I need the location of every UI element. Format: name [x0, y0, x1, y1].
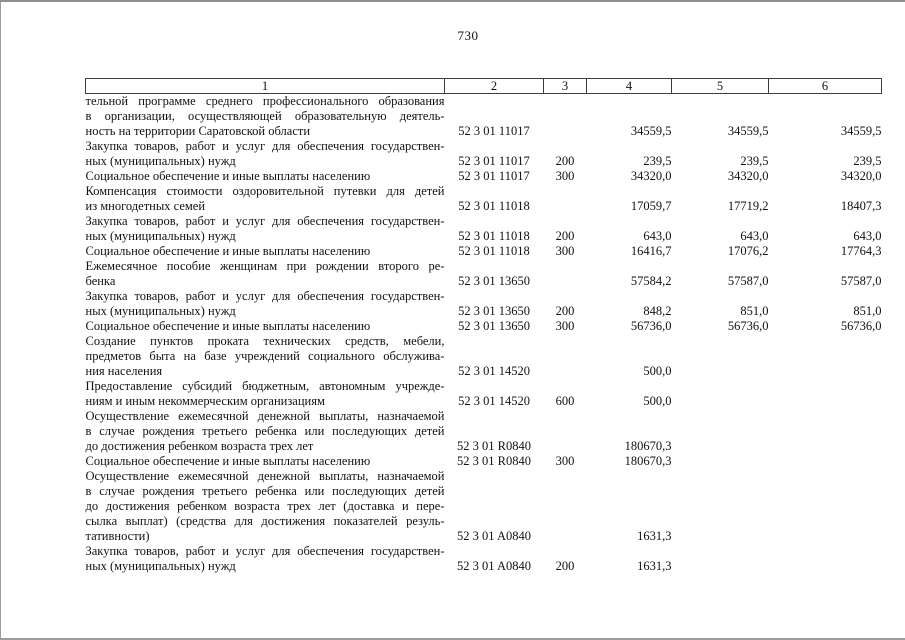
column-header-6: 6	[769, 79, 882, 94]
page-number: 730	[457, 28, 479, 43]
description-cell	[86, 184, 445, 214]
expense-type-cell	[544, 334, 587, 379]
amount-year1-cell: 56736,0	[630, 319, 672, 333]
table-row	[86, 139, 882, 169]
expense-type-cell: 200	[555, 154, 575, 168]
code-cell: 52 3 01 13650	[458, 319, 530, 333]
amount-year1-cell: 16416,7	[630, 244, 672, 258]
code-cell: 52 3 01 A0840	[457, 529, 531, 543]
amount-year3-cell: 17764,3	[840, 244, 882, 258]
column-header-3: 3	[544, 79, 587, 94]
description-line: ных (муниципальных) нужд	[85, 154, 236, 168]
description-line: Социальное обеспечение и иные выплаты населению	[85, 319, 371, 333]
amount-year2-cell: 239,5	[740, 154, 769, 168]
description-line: Закупка товаров, работ и услуг для обеспечения государствен-	[85, 214, 445, 228]
description-cell	[86, 334, 445, 379]
amount-year2-cell	[672, 409, 769, 454]
description-line: бенка	[85, 274, 116, 288]
expense-type-cell: 200	[555, 229, 575, 243]
description-line: Создание пунктов проката технических средств, мебели,	[85, 334, 445, 348]
description-line: в организации, осуществляющей образовательную деятель-	[85, 109, 445, 123]
code-cell: 52 3 01 14520	[458, 364, 530, 378]
expense-type-cell	[544, 469, 587, 544]
description-line: ниям и иным некоммерческим организациям	[85, 394, 325, 408]
description-line: ных (муниципальных) нужд	[85, 304, 236, 318]
table-row	[86, 319, 882, 334]
amount-year2-cell	[672, 544, 769, 574]
expense-type-cell: 600	[555, 394, 575, 408]
amount-year1-cell: 180670,3	[624, 454, 672, 468]
description-cell	[86, 319, 445, 334]
code-cell: 52 3 01 11018	[458, 199, 530, 213]
description-cell	[86, 409, 445, 454]
amount-year1-cell: 34559,5	[630, 124, 672, 138]
description-line: в случае рождения третьего ребенка или последующих детей	[85, 484, 445, 498]
description-line: Ежемесячное пособие женщинам при рождении второго ре-	[85, 259, 445, 273]
table-row	[86, 214, 882, 244]
amount-year1-cell: 1631,3	[637, 559, 672, 573]
table-row	[86, 244, 882, 259]
description-line: Осуществление ежемесячной денежной выплаты, назначаемой	[85, 409, 445, 423]
table-row	[86, 409, 882, 454]
amount-year2-cell: 851,0	[740, 304, 769, 318]
description-cell	[86, 469, 445, 544]
table-row	[86, 454, 882, 469]
amount-year1-cell: 239,5	[643, 154, 672, 168]
amount-year3-cell	[769, 544, 882, 574]
description-line: из многодетных семей	[85, 199, 206, 213]
amount-year2-cell: 17719,2	[727, 199, 769, 213]
amount-year1-cell: 180670,3	[624, 439, 672, 453]
amount-year3-cell: 57587,0	[840, 274, 882, 288]
description-cell	[86, 544, 445, 574]
amount-year1-cell: 500,0	[643, 364, 672, 378]
amount-year1-cell: 34320,0	[630, 169, 672, 183]
description-line: до достижения ребенком возраста трех лет (доставка и пере-	[85, 499, 445, 513]
description-line: предметов быта на базе учреждений социального обслужива-	[85, 349, 445, 363]
code-cell: 52 3 01 11018	[458, 244, 530, 258]
description-line: ность на территории Саратовской области	[85, 124, 311, 138]
code-cell: 52 3 01 13650	[458, 274, 530, 288]
amount-year2-cell: 34559,5	[727, 124, 769, 138]
description-line: Осуществление ежемесячной денежной выплаты, назначаемой	[85, 469, 445, 483]
description-line: Закупка товаров, работ и услуг для обеспечения государствен-	[85, 139, 445, 153]
description-cell	[86, 169, 445, 184]
table-row	[86, 469, 882, 544]
code-cell: 52 3 01 R0840	[457, 454, 531, 468]
expense-type-cell: 200	[555, 304, 575, 318]
description-cell	[86, 379, 445, 409]
budget-table	[85, 78, 882, 574]
table-row	[86, 289, 882, 319]
table-row	[86, 334, 882, 379]
amount-year3-cell	[769, 409, 882, 454]
description-line: Предоставление субсидий бюджетным, автономным учрежде-	[85, 379, 445, 393]
amount-year3-cell: 851,0	[853, 304, 882, 318]
table-row	[86, 544, 882, 574]
description-cell	[86, 214, 445, 244]
amount-year3-cell: 56736,0	[840, 319, 882, 333]
amount-year2-cell: 57587,0	[727, 274, 769, 288]
description-cell	[86, 289, 445, 319]
description-cell	[86, 454, 445, 469]
description-line: тельной программе среднего профессионального образования	[85, 94, 445, 108]
amount-year2-cell: 56736,0	[727, 319, 769, 333]
amount-year1-cell: 17059,7	[630, 199, 672, 213]
amount-year1-cell: 848,2	[643, 304, 672, 318]
description-line: Социальное обеспечение и иные выплаты населению	[85, 454, 371, 468]
description-cell	[86, 259, 445, 289]
description-line: тативности)	[85, 529, 150, 543]
expense-type-cell: 300	[555, 319, 575, 333]
description-line: сылка выплат) (средства для достижения показателей резуль-	[85, 514, 445, 528]
amount-year2-cell	[672, 379, 769, 409]
expense-type-cell	[544, 94, 587, 140]
code-cell: 52 3 01 11018	[458, 229, 530, 243]
amount-year1-cell: 57584,2	[630, 274, 672, 288]
description-line: Социальное обеспечение и иные выплаты населению	[85, 244, 371, 258]
table-row	[86, 169, 882, 184]
expense-type-cell: 200	[555, 559, 575, 573]
table-header-row	[86, 79, 882, 94]
description-line: в случае рождения третьего ребенка или последующих детей	[85, 424, 445, 438]
amount-year3-cell: 34320,0	[840, 169, 882, 183]
expense-type-cell	[544, 184, 587, 214]
description-line: Закупка товаров, работ и услуг для обеспечения государствен-	[85, 289, 445, 303]
code-cell: 52 3 01 11017	[458, 154, 530, 168]
column-header-4: 4	[587, 79, 672, 94]
amount-year3-cell	[769, 469, 882, 544]
table-row	[86, 184, 882, 214]
expense-type-cell: 300	[555, 169, 575, 183]
code-cell: 52 3 01 11017	[458, 124, 530, 138]
description-line: Компенсация стоимости оздоровительной путевки для детей	[85, 184, 445, 198]
column-header-1: 1	[86, 79, 445, 94]
amount-year3-cell: 18407,3	[840, 199, 882, 213]
amount-year1-cell: 500,0	[643, 394, 672, 408]
amount-year3-cell	[769, 379, 882, 409]
expense-type-cell: 300	[555, 454, 575, 468]
column-header-5: 5	[672, 79, 769, 94]
column-header-2: 2	[445, 79, 544, 94]
description-line: ных (муниципальных) нужд	[85, 229, 236, 243]
amount-year3-cell	[769, 334, 882, 379]
amount-year3-cell: 239,5	[853, 154, 882, 168]
amount-year2-cell: 17076,2	[727, 244, 769, 258]
table-row	[86, 259, 882, 289]
code-cell: 52 3 01 11017	[458, 169, 530, 183]
amount-year2-cell	[672, 334, 769, 379]
table-row	[86, 379, 882, 409]
code-cell: 52 3 01 13650	[458, 304, 530, 318]
description-cell	[86, 139, 445, 169]
amount-year2-cell: 34320,0	[727, 169, 769, 183]
amount-year3-cell: 34559,5	[840, 124, 882, 138]
amount-year1-cell: 1631,3	[637, 529, 672, 543]
description-cell	[86, 244, 445, 259]
expense-type-cell	[544, 409, 587, 454]
amount-year2-cell	[672, 469, 769, 544]
code-cell: 52 3 01 A0840	[457, 559, 531, 573]
amount-year3-cell	[769, 454, 882, 469]
description-cell	[86, 94, 445, 140]
amount-year2-cell	[672, 454, 769, 469]
amount-year3-cell: 643,0	[853, 229, 882, 243]
description-line: до достижения ребенком возраста трех лет	[85, 439, 314, 453]
description-line: Закупка товаров, работ и услуг для обеспечения государствен-	[85, 544, 445, 558]
amount-year1-cell: 643,0	[643, 229, 672, 243]
code-cell: 52 3 01 14520	[458, 394, 530, 408]
table-row	[86, 94, 882, 140]
expense-type-cell	[544, 259, 587, 289]
description-line: Социальное обеспечение и иные выплаты населению	[85, 169, 371, 183]
description-line: ных (муниципальных) нужд	[85, 559, 236, 573]
amount-year2-cell: 643,0	[740, 229, 769, 243]
code-cell: 52 3 01 R0840	[457, 439, 531, 453]
expense-type-cell: 300	[555, 244, 575, 258]
description-line: ния населения	[85, 364, 163, 378]
